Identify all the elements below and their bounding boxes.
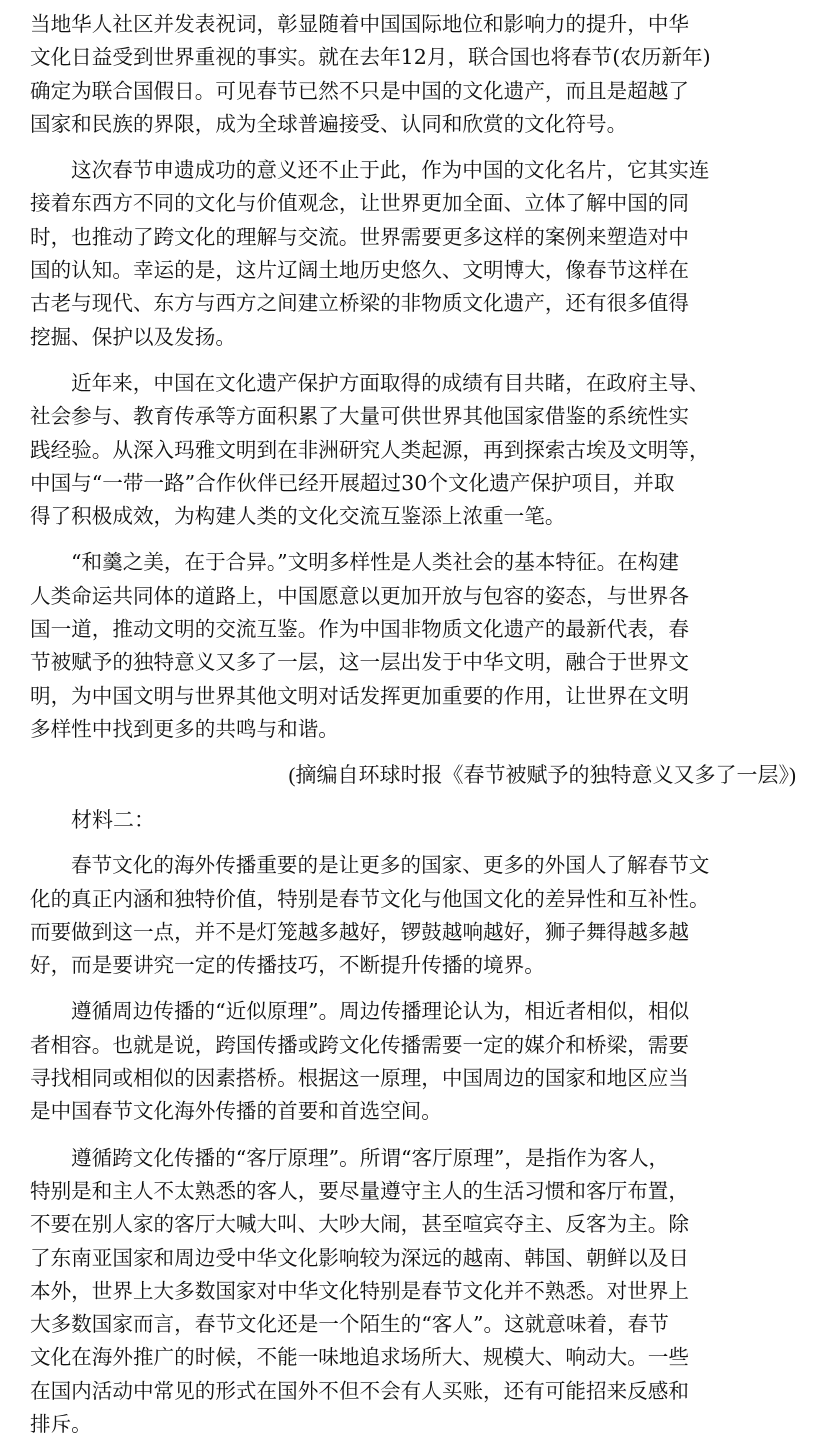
text-line: 确定为联合国假日。可见春节已然不只是中国的文化遗产，而且是超越了	[30, 78, 689, 103]
text-line: 是中国春节文化海外传播的首要和首选空间。	[30, 1099, 442, 1124]
text-line: 时，也推动了跨文化的理解与交流。世界需要更多这样的案例来塑造对中	[30, 224, 689, 249]
text-line: 挖掘、保护以及发扬。	[30, 324, 236, 349]
text-line: 遵循周边传播的“近似原理”。周边传播理论认为，相近者相似，相似	[71, 999, 690, 1024]
text-line: 这次春节申遗成功的意义还不止于此，作为中国的文化名片，它其实连	[71, 158, 710, 183]
text-line: 在国内活动中常见的形式在国外不但不会有人买账，还有可能招来反感和	[30, 1378, 689, 1403]
text-line: 文化日益受到世界重视的事实。就在去年12月，联合国也将春节(农历新年)	[30, 45, 711, 70]
text-line: 当地华人社区并发表祝词，彰显随着中国国际地位和影响力的提升，中华	[30, 12, 689, 36]
text-line: 了东南亚国家和周边受中华文化影响较为深远的越南、韩国、朝鲜以及日	[30, 1245, 689, 1270]
material-two-heading: 材料二：	[71, 808, 155, 833]
text-line: 接着东西方不同的文化与价值观念，让世界更加全面、立体了解中国的同	[30, 191, 689, 216]
text-line: 近年来，中国在文化遗产保护方面取得的成绩有目共睹，在政府主导、	[71, 370, 710, 395]
text-line: 而要做到这一点，并不是灯笼越多越好，锣鼓越响越好，狮子舞得越多越	[30, 919, 689, 944]
text-line: 化的真正内涵和独特价值，特别是春节文化与他国文化的差异性和互补性。	[30, 886, 710, 911]
text-line: 国家和民族的界限，成为全球普遍接受、认同和欣赏的文化符号。	[30, 111, 628, 136]
text-line: 本外，世界上大多数国家对中华文化特别是春节文化并不熟悉。对世界上	[30, 1278, 689, 1303]
text-line: 古老与现代、东方与西方之间建立桥梁的非物质文化遗产，还有很多值得	[30, 291, 689, 316]
paragraph	[30, 8, 808, 141]
text-line: 遵循跨文化传播的“客厅原理”。所谓“客厅原理”，是指作为客人，	[71, 1145, 670, 1170]
text-line: 不要在别人家的客厅大喊大叫、大吵大闹，甚至喧宾夺主、反客为主。除	[30, 1212, 689, 1237]
text-line: 春节文化的海外传播重要的是让更多的国家、更多的外国人了解春节文	[71, 853, 710, 878]
paragraph	[30, 995, 808, 1128]
text-line: 大多数国家而言，春节文化还是一个陌生的“客人”。这就意味着，春节	[30, 1312, 669, 1337]
paragraph	[30, 367, 808, 533]
text-line: 国的认知。幸运的是，这片辽阔土地历史悠久、文明博大，像春节这样在	[30, 258, 689, 283]
text-line: 文化在海外推广的时候，不能一味地追求场所大、规模大、响动大。一些	[30, 1345, 689, 1370]
text-line: 人类命运共同体的道路上，中国愿意以更加开放与包容的姿态，与世界各	[30, 583, 689, 608]
text-line: 多样性中找到更多的共鸣与和谐。	[30, 716, 339, 741]
text-line: 中国与“一带一路”合作伙伴已经开展超过30个文化遗产保护项目，并取	[30, 470, 675, 495]
text-line: 排斥。	[30, 1411, 92, 1436]
text-line: 节被赋予的独特意义又多了一层，这一层出发于中华文明，融合于世界文	[30, 650, 689, 675]
text-line: 社会参与、教育传承等方面积累了大量可供世界其他国家借鉴的系统性实	[30, 404, 689, 429]
text-line: 好，而是要讲究一定的传播技巧，不断提升传播的境界。	[30, 953, 545, 978]
paragraph	[30, 154, 808, 354]
text-line: 践经验。从深入玛雅文明到在非洲研究人类起源，再到探索古埃及文明等，	[30, 437, 710, 462]
text-line: 寻找相同或相似的因素搭桥。根据这一原理，中国周边的国家和地区应当	[30, 1066, 689, 1091]
paragraph	[30, 546, 808, 746]
source-citation: (摘编自环球时报《春节被赋予的独特意义又多了一层》)	[288, 763, 796, 788]
text-line: 国一道，推动文明的交流互鉴。作为中国非物质文化遗产的最新代表，春	[30, 617, 689, 642]
paragraph	[30, 1142, 808, 1441]
text-line: 者相容。也就是说，跨国传播或跨文化传播需要一定的媒介和桥梁，需要	[30, 1032, 689, 1057]
text-line: “和羹之美，在于合异。”文明多样性是人类社会的基本特征。在构建	[71, 550, 679, 575]
text-line: 明，为中国文明与世界其他文明对话发挥更加重要的作用，让世界在文明	[30, 683, 689, 708]
text-line: 特别是和主人不太熟悉的客人，要尽量遵守主人的生活习惯和客厅布置，	[30, 1178, 689, 1203]
material-one-body	[30, 8, 808, 746]
material-two-body	[30, 849, 808, 1441]
text-line: 得了积极成效，为构建人类的文化交流互鉴添上浓重一笔。	[30, 504, 566, 529]
paragraph	[30, 849, 808, 982]
